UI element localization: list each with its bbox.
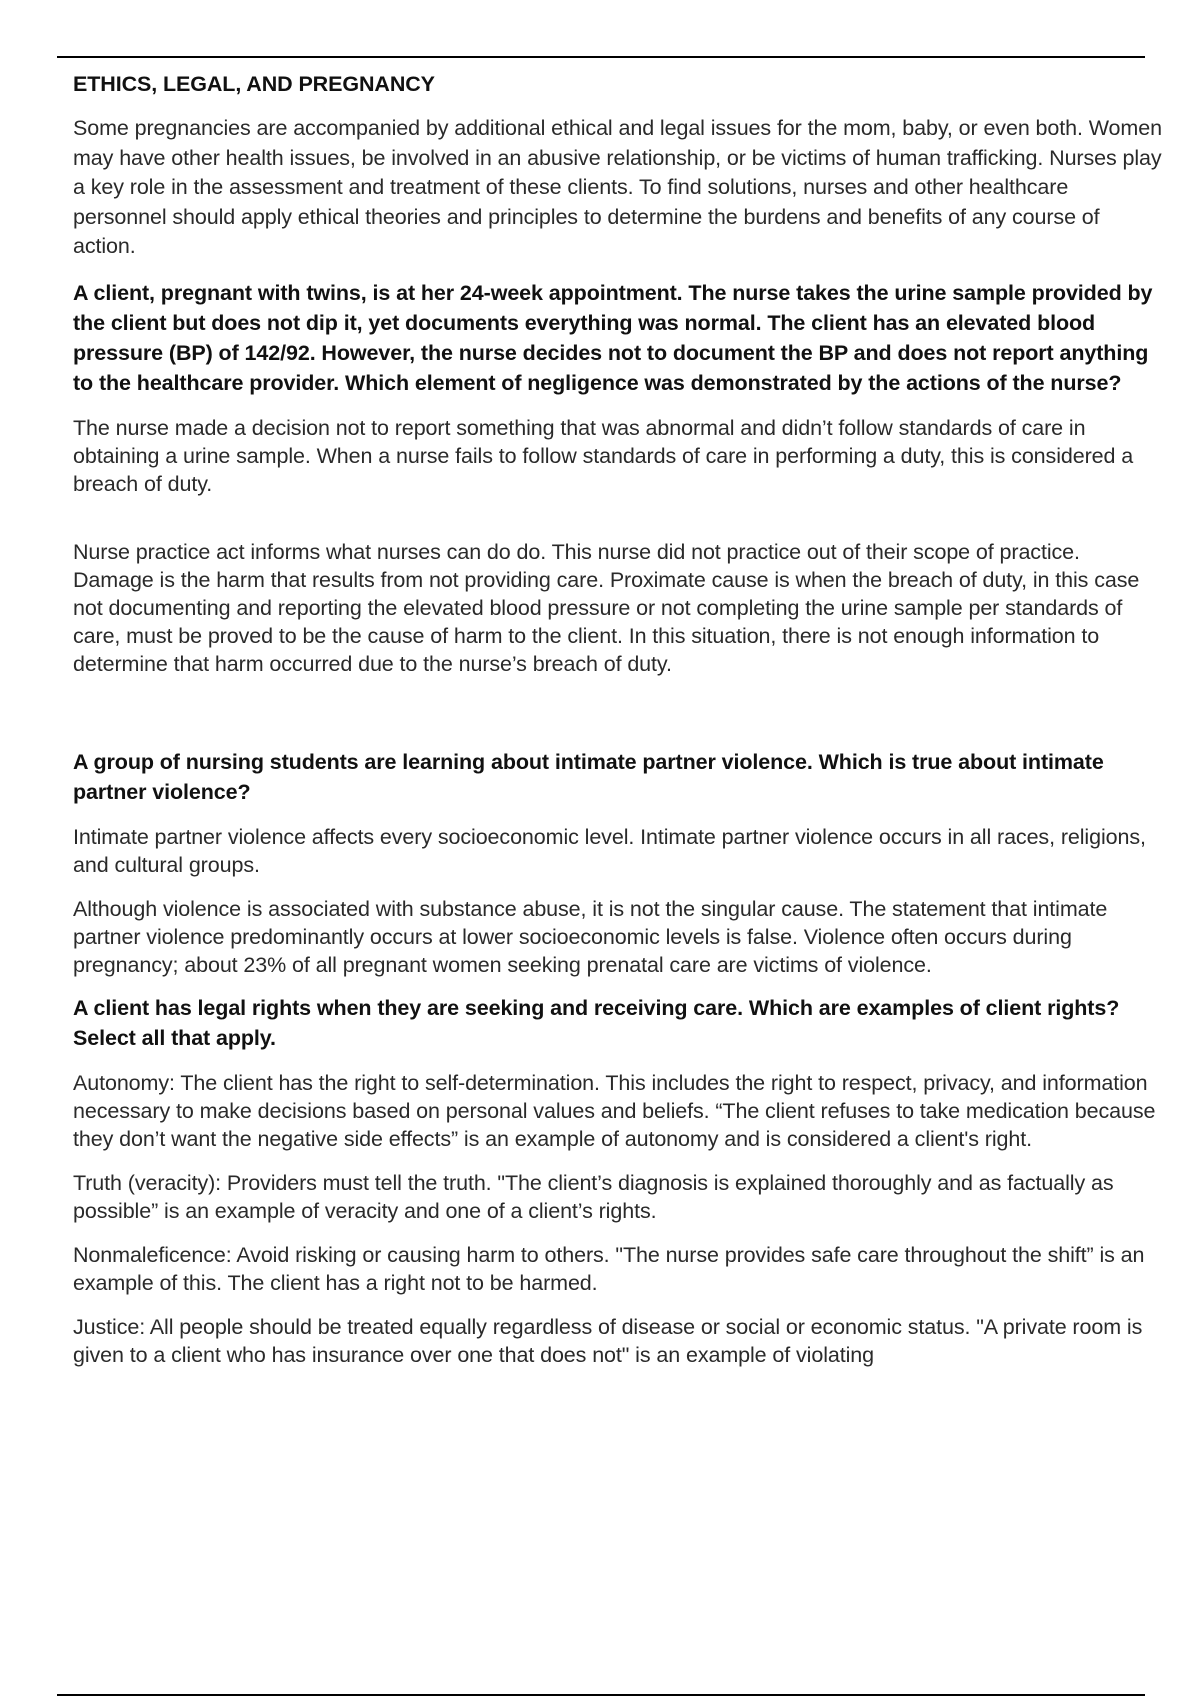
right-autonomy: Autonomy: The client has the right to self-determination. This includes the right to respect, privacy, and information necessary to make decisions based on personal values and beliefs. “The client refuses to take medication because they don’t want the negative side effects” is an example of autonomy and is considered a client's right. [73, 1070, 1156, 1151]
right-justice: Justice: All people should be treated equally regardless of disease or social or economic status. "A private room is given to a client who has insurance over one that does not" is an example of violating [73, 1314, 1143, 1367]
answer-ipv: Intimate partner violence affects every socioeconomic level. Intimate partner violence occurs in all races, religions, and cultural groups. [73, 824, 1146, 877]
answer-negligence: The nurse made a decision not to report something that was abnormal and didn’t follow standards of care in obtaining a urine sample. When a nurse fails to follow standards of care in performing a duty, this is considered a breach of duty. [73, 415, 1134, 496]
explanation-negligence: Nurse practice act informs what nurses can do do. This nurse did not practice out of their scope of practice. Damage is the harm that results from not providing care. Proximate cause is when the breach of duty, in this case not documenting and reporting the elevated blood pressure or not completing the urine sample per standards of care, must be proved to be the cause of harm to the client. In this situation, there is not enough information to determine that harm occurred due to the nurse’s breach of duty. [73, 539, 1140, 676]
question-negligence: A client, pregnant with twins, is at her 24-week appointment. The nurse takes the urine sample provided by the client but does not dip it, yet documents everything was normal. The client has an elevated blood pressure (BP) of 142/92. However, the nurse decides not to document the BP and does not report anything to the healthcare provider. Which element of negligence was demonstrated by the actions of the nurse? [73, 280, 1153, 395]
document-body [73, 70, 1163, 1369]
right-nonmaleficence: Nonmaleficence: Avoid risking or causing harm to others. "The nurse provides safe care throughout the shift” is an example of this. The client has a right not to be harmed. [73, 1242, 1145, 1295]
bottom-rule [57, 1694, 1145, 1696]
right-veracity: Truth (veracity): Providers must tell the truth. "The client’s diagnosis is explained thoroughly and as factually as possible” is an example of veracity and one of a client’s rights. [73, 1170, 1114, 1223]
explanation-ipv: Although violence is associated with substance abuse, it is not the singular cause. The statement that intimate partner violence predominantly occurs at lower socioeconomic levels is false. Violence often occurs during pregnancy; about 23% of all pregnant women seeking prenatal care are victims of violence. [73, 896, 1108, 977]
top-rule [57, 56, 1145, 58]
question-ipv: A group of nursing students are learning about intimate partner violence. Which is true about intimate partner violence? [73, 749, 1104, 804]
page-title: ETHICS, LEGAL, AND PREGNANCY [73, 72, 435, 96]
question-client-rights: A client has legal rights when they are seeking and receiving care. Which are examples of client rights? Select all that apply. [73, 995, 1120, 1050]
intro-paragraph: Some pregnancies are accompanied by additional ethical and legal issues for the mom, baby, or even both. Women may have other health issues, be involved in an abusive relationship, or be victims of human trafficking. Nurses play a key role in the assessment and treatment of these clients. To find solutions, nurses and other healthcare personnel should apply ethical theories and principles to determine the burdens and benefits of any course of action. [73, 116, 1162, 258]
